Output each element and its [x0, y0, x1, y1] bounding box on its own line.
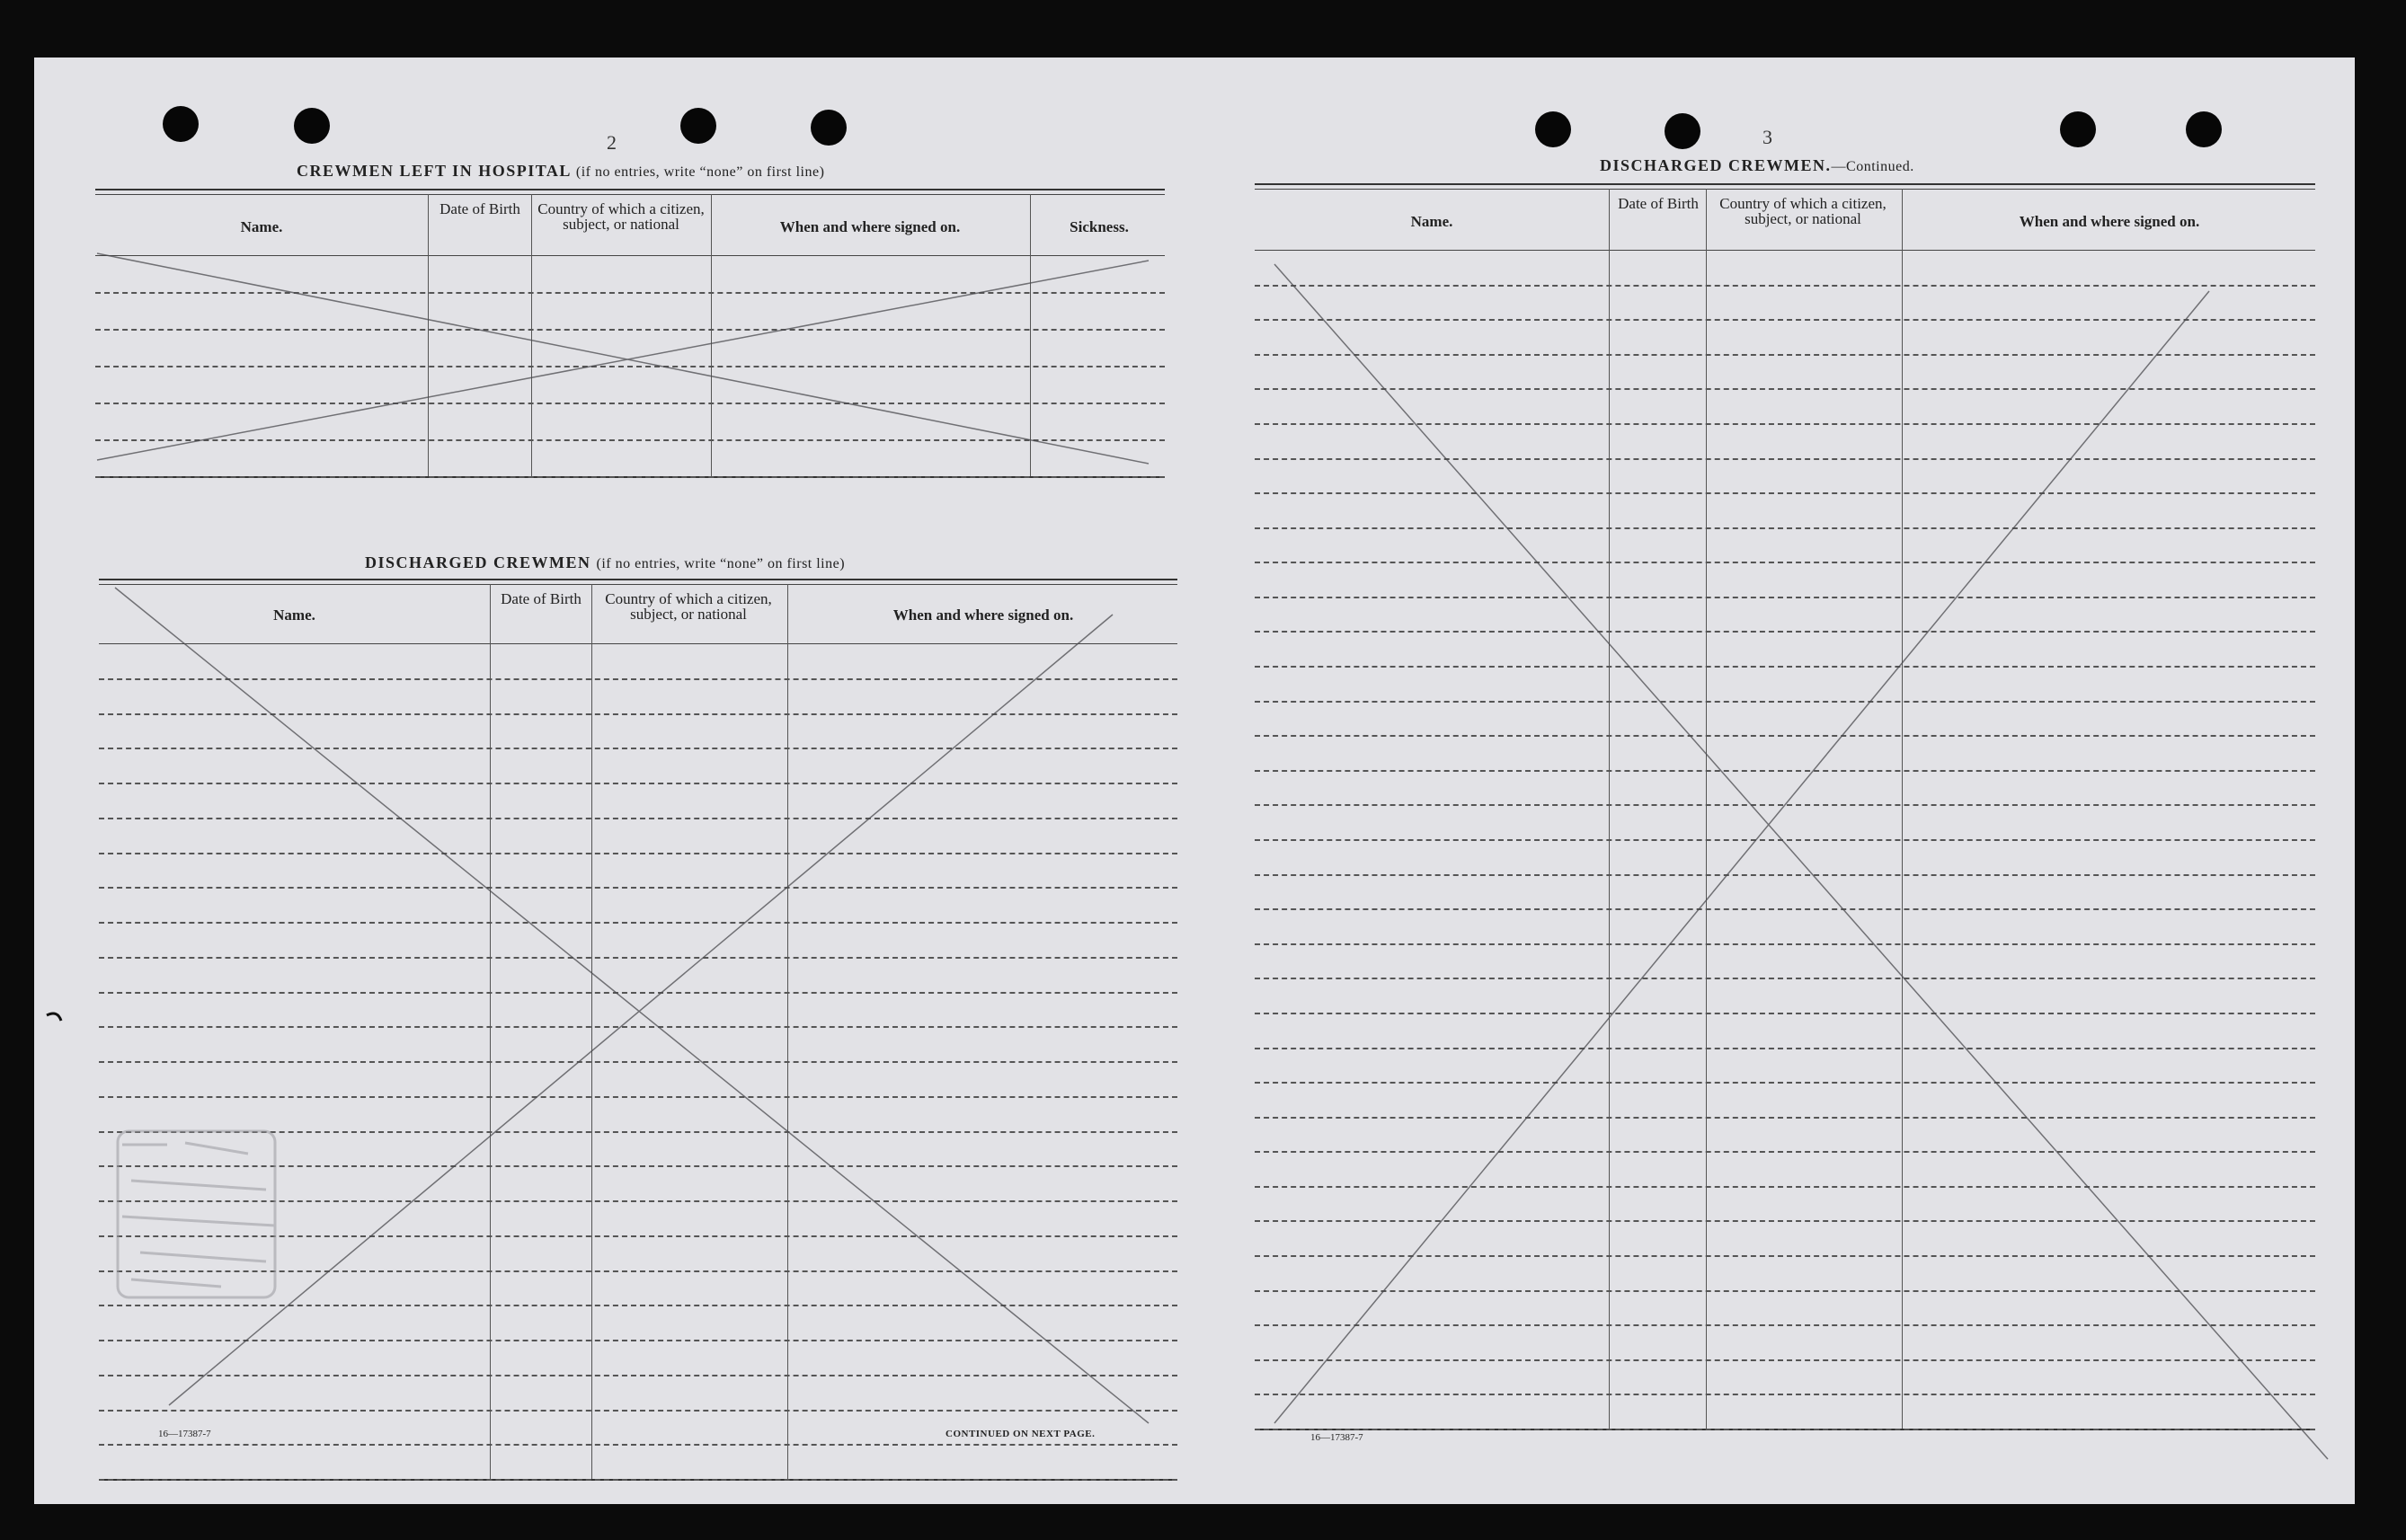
page-number: 2: [607, 131, 617, 154]
col-header-name: Name.: [240, 218, 283, 235]
col-header-date-of-birth: Date of Birth: [1618, 195, 1699, 212]
col-header-name: Name.: [1410, 213, 1453, 230]
col-header-signed-on: When and where signed on.: [892, 606, 1074, 624]
col-header-name: Name.: [273, 606, 315, 624]
continued-suffix: —Continued.: [1831, 159, 1914, 174]
discharged-continued-title-text: DISCHARGED CREWMEN.: [1600, 156, 1832, 174]
diagonal-stroke: [115, 588, 1149, 1423]
col-header-date-of-birth: Date of Birth: [501, 590, 582, 607]
page-number: 3: [1762, 126, 1772, 148]
col-header-country: Country of which a citizen, subject, or national: [537, 200, 705, 233]
hospital-instruction: (if no entries, write “none” on first line): [575, 164, 825, 180]
form-number: 16—17387-7: [1310, 1432, 1363, 1443]
discharged-title-text: DISCHARGED CREWMEN: [365, 553, 591, 571]
diagonal-stroke: [97, 261, 1149, 460]
continued-note: CONTINUED ON NEXT PAGE.: [946, 1429, 1096, 1439]
cancellation-strokes: [34, 58, 2355, 1504]
col-header-country: Country of which a citizen, subject, or national: [1719, 195, 1887, 227]
diagonal-stroke: [1274, 291, 2209, 1423]
manifest-sheet: [34, 58, 2355, 1504]
discharged-instruction: (if no entries, write “none” on first line): [596, 556, 846, 571]
edge-mark: [47, 1013, 61, 1021]
diagonal-stroke: [169, 615, 1113, 1405]
col-header-country: Country of which a citizen, subject, or national: [605, 590, 772, 623]
diagonal-stroke: [1274, 264, 2328, 1459]
diagonal-stroke: [97, 253, 1149, 464]
hospital-title-text: CREWMEN LEFT IN HOSPITAL: [297, 162, 571, 180]
form-number: 16—17387-7: [158, 1429, 211, 1439]
col-header-signed-on: When and where signed on.: [2019, 213, 2200, 230]
col-header-date-of-birth: Date of Birth: [439, 200, 520, 217]
col-header-signed-on: When and where signed on.: [779, 218, 961, 235]
col-header-sickness: Sickness.: [1070, 218, 1129, 235]
